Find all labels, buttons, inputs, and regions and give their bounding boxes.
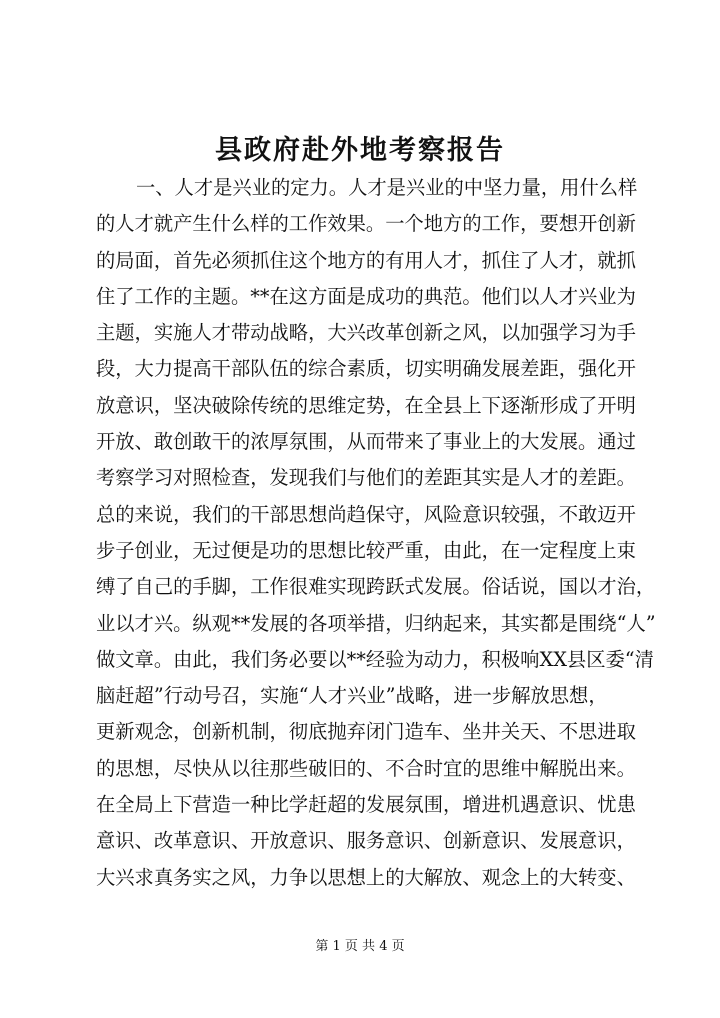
document-title: 县政府赴外地考察报告 (215, 135, 505, 166)
body-line: 大兴求真务实之风，力争以思想上的大解放、观念上的大转变、 (96, 865, 636, 889)
body-line: 段，大力提高干部队伍的综合素质，切实明确发展差距，强化开 (96, 357, 636, 381)
document-body (96, 170, 656, 896)
body-line: 脑赶超”行动号召，实施“人才兴业”战略，进一步解放思想， (96, 684, 608, 708)
body-line: 的局面，首先必须抓住这个地方的有用人才，抓住了人才，就抓 (96, 248, 636, 272)
body-line: 放意识，坚决破除传统的思维定势，在全县上下逐渐形成了开明 (96, 393, 636, 417)
body-line: 缚了自己的手脚，工作很难实现跨跃式发展。俗话说，国以才治， (96, 575, 656, 599)
body-line: 开放、敢创敢干的浓厚氛围，从而带来了事业上的大发展。通过 (96, 430, 636, 454)
body-line: 的思想，尽快从以往那些破旧的、不合时宜的思维中解脱出来。 (96, 756, 636, 780)
body-line: 一、人才是兴业的定力。人才是兴业的中坚力量，用什么样 (136, 176, 638, 199)
body-line: 步子创业，无过便是功的思想比较严重，由此，在一定程度上束 (96, 538, 636, 562)
body-line: 主题，实施人才带动战略，大兴改革创新之风，以加强学习为手 (96, 321, 636, 345)
body-line: 业以才兴。纵观**发展的各项举措，归纳起来，其实都是围绕“人” (96, 611, 656, 635)
body-line: 住了工作的主题。**在这方面是成功的典范。他们以人才兴业为 (96, 284, 636, 308)
body-line: 意识、改革意识、开放意识、服务意识、创新意识、发展意识， (96, 829, 636, 853)
body-line: 做文章。由此，我们务必要以**经验为动力，积极响XX县区委“清 (96, 647, 654, 671)
body-line: 在全局上下营造一种比学赶超的发展氛围，增进机遇意识、忧患 (96, 793, 636, 817)
body-line: 总的来说，我们的干部思想尚趋保守，风险意识较强，不敢迈开 (96, 502, 636, 526)
body-line: 考察学习对照检查，发现我们与他们的差距其实是人才的差距。 (96, 466, 636, 490)
page-footer: 第 1 页 共 4 页 (315, 939, 405, 954)
body-line: 的人才就产生什么样的工作效果。一个地方的工作，要想开创新 (96, 212, 636, 236)
body-line: 更新观念，创新机制，彻底抛弃闭门造车、坐井关天、不思进取 (96, 720, 636, 744)
